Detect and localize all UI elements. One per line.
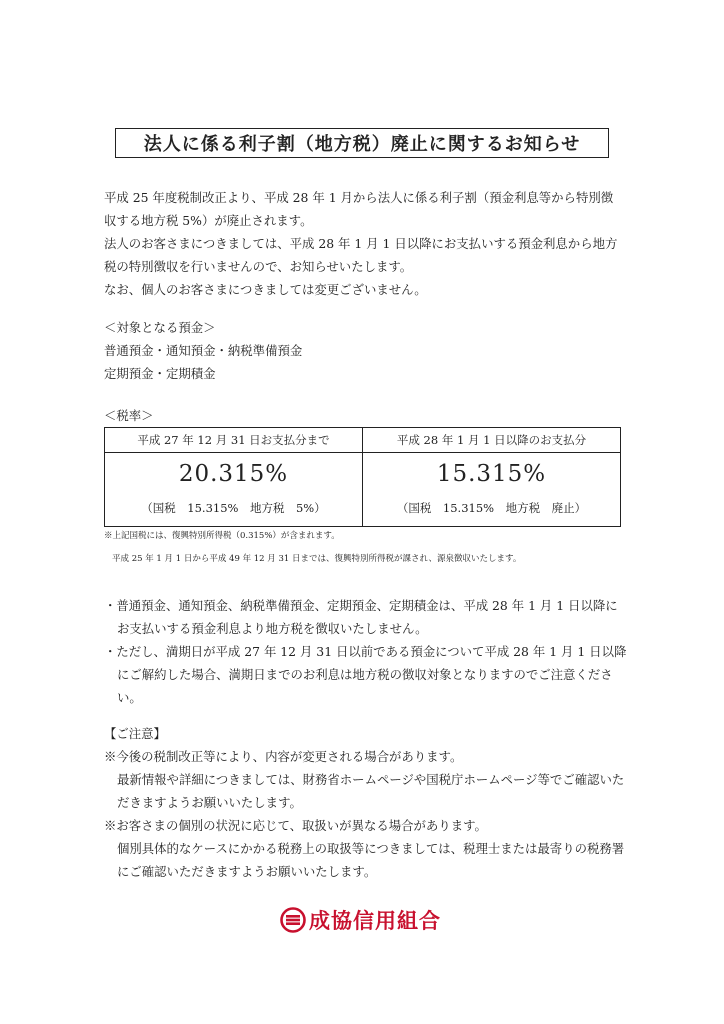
deposits-heading: ＜対象となる預金＞	[104, 320, 216, 335]
caution-detail: 最新情報や詳細につきましては、財務省ホームページや国税庁ホームページ等でご確認いただきますようお願いいたします。	[117, 772, 625, 810]
caution-detail: 個別具体的なケースにかかる税務上の取扱等につきましては、税理士または最寄りの税務署にご確認いただきますようお願いいたします。	[117, 841, 625, 879]
intro-section	[104, 186, 634, 301]
caution-item: ※今後の税制改正等により、内容が変更される場合があります。	[104, 749, 463, 764]
logo-mark-icon	[280, 907, 306, 933]
intro-line: 税の特別徴収を行いませんので、お知らせいたします。	[104, 259, 413, 274]
rate-value: 20.315%	[178, 461, 289, 487]
deposits-line: 定期預金・定期積金	[104, 366, 216, 381]
logo	[280, 906, 441, 934]
tax-note: ※上記国税には、復興特別所得税（0.315%）が含まれます。	[104, 531, 340, 541]
deposits-line: 普通預金・通知預金・納税準備預金	[104, 343, 303, 358]
bullet-item: ・ただし、満期日が平成 27 年 12 月 31 日以前である預金について平成 28 年 1 月 1 日以降にご解約した場合、満期日までのお利息は地方税の徴収対象となりますのでご注意ください。	[104, 644, 627, 705]
intro-line: なお、個人のお客さまにつきましては変更ございません。	[104, 282, 427, 297]
intro-line: 平成 25 年度税制改正より、平成 28 年 1 月から法人に係る利子割（預金利息等から特別徴	[104, 190, 614, 205]
intro-line: 法人のお客さまにつきましては、平成 28 年 1 月 1 日以降にお支払いする預金利息から地方	[104, 236, 618, 251]
tax-note: 平成 25 年 1 月 1 日から平成 49 年 12 月 31 日までは、復興特別所得税が課され、源泉徴収いたします。	[112, 554, 522, 564]
page-title: 法人に係る利子割（地方税）廃止に関するお知らせ	[115, 128, 609, 158]
caution-section	[104, 722, 628, 883]
intro-line: 収する地方税 5%）が廃止されます。	[104, 213, 313, 228]
rate-detail: （国税 15.315% 地方税 廃止）	[396, 501, 587, 515]
tax-rate-heading: ＜税率＞	[104, 408, 154, 423]
rate-column-header: 平成 27 年 12 月 31 日お支払分まで	[105, 428, 362, 453]
caution-item: ※お客さまの個別の状況に応じて、取扱いが異なる場合があります。	[104, 818, 487, 833]
rate-value: 15.315%	[436, 461, 547, 487]
deposits-section	[104, 316, 634, 385]
logo-text: 成協信用組合	[309, 909, 441, 933]
rate-detail: （国税 15.315% 地方税 5%）	[141, 501, 326, 515]
tax-rate-table	[104, 427, 621, 527]
rate-column-before	[105, 428, 362, 526]
bullet-list	[104, 594, 628, 709]
caution-heading: 【ご注意】	[104, 726, 166, 741]
bullet-item: ・普通預金、通知預金、納税準備預金、定期預金、定期積金は、平成 28 年 1 月 1 日以降にお支払いする預金利息より地方税を徴収いたしません。	[104, 598, 618, 636]
rate-column-after	[362, 428, 620, 526]
rate-column-header: 平成 28 年 1 月 1 日以降のお支払分	[363, 428, 620, 453]
